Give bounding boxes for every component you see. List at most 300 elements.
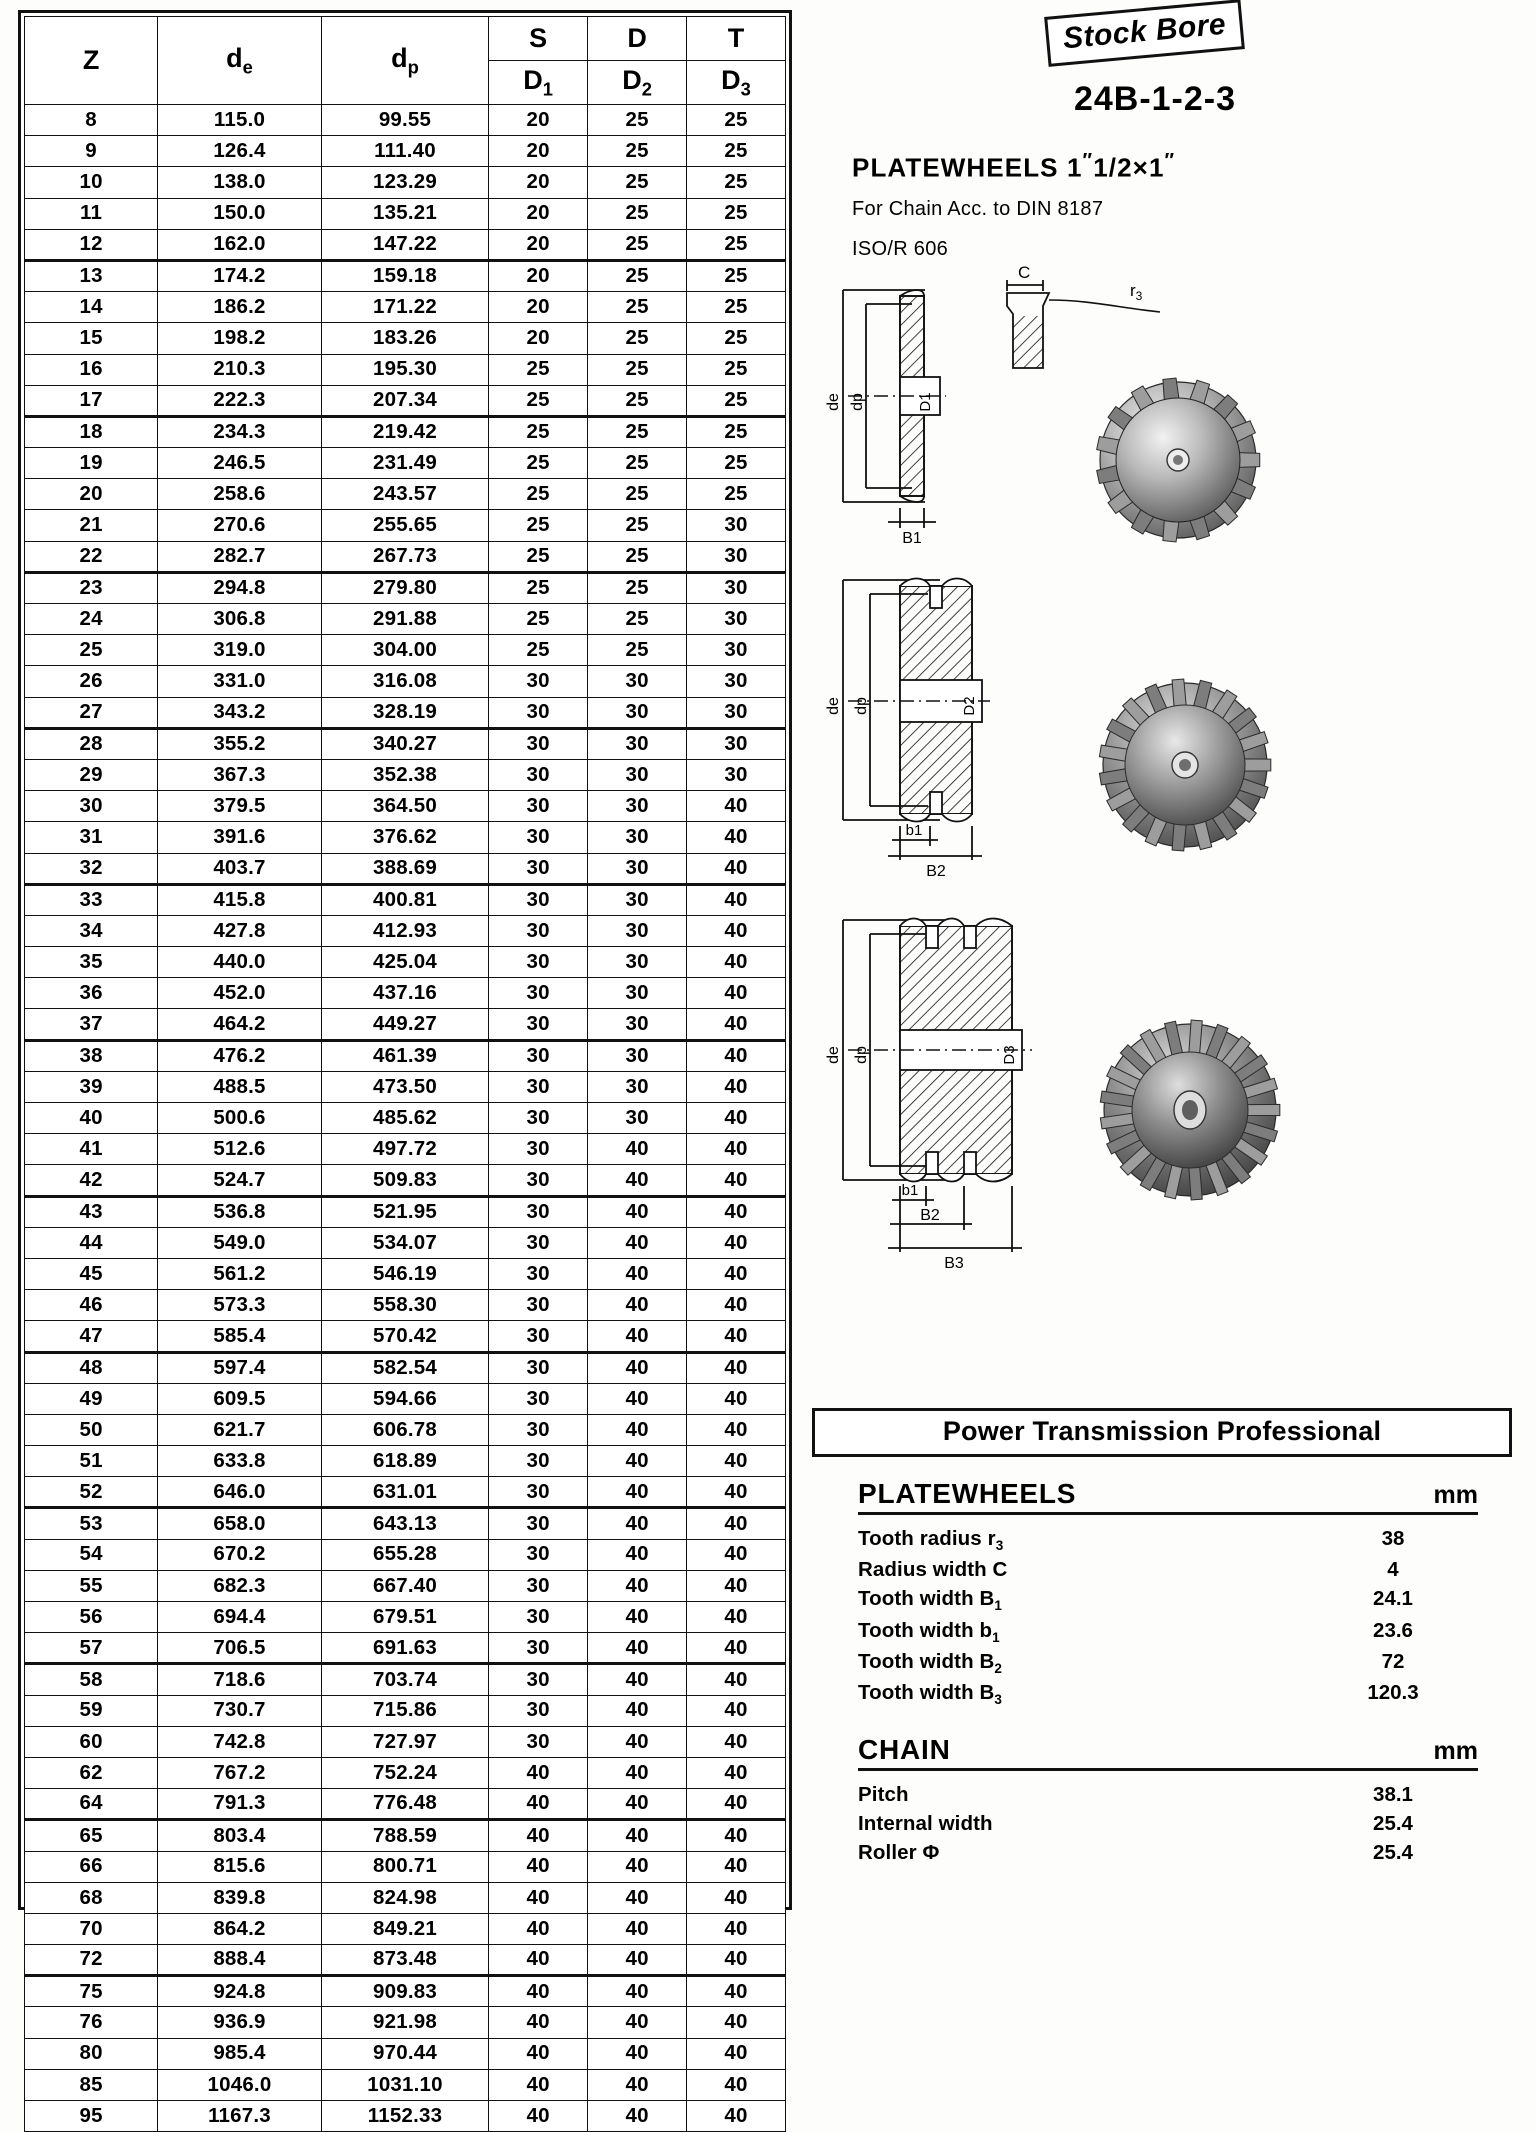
cell-de: 500.6 [158,1103,322,1134]
cell-dp: 219.42 [321,416,488,447]
cell-d1: 30 [489,1446,588,1477]
cell-z: 21 [25,510,158,541]
cell-dp: 691.63 [321,1633,488,1664]
cell-de: 222.3 [158,385,322,416]
drawings-svg [800,260,1536,1400]
table-row [25,1664,786,1695]
cell-d2: 25 [588,510,687,541]
table-body [25,105,786,2132]
cell-dp: 243.57 [321,479,488,510]
cell-z: 27 [25,697,158,728]
table-row [25,697,786,728]
cell-z: 12 [25,229,158,260]
cell-z: 43 [25,1196,158,1227]
platewheels-rows [858,1524,1478,1710]
cell-d3: 40 [687,1726,786,1757]
cell-d3: 30 [687,635,786,666]
label-dp-1: dp [849,393,866,411]
spec-label: Radius width C [858,1558,1008,1582]
table-row [25,1851,786,1882]
cell-de: 150.0 [158,198,322,229]
cell-d1: 30 [489,978,588,1009]
cell-z: 39 [25,1071,158,1102]
cell-d2: 30 [588,978,687,1009]
cell-z: 47 [25,1321,158,1352]
spec-value: 23.6 [1373,1618,1413,1642]
cell-d2: 25 [588,229,687,260]
cell-z: 55 [25,1570,158,1601]
cell-d1: 30 [489,697,588,728]
cell-d2: 30 [588,947,687,978]
table-row [25,1446,786,1477]
cell-d1: 20 [489,229,588,260]
cell-d2: 40 [588,1757,687,1788]
cell-dp: 873.48 [321,1945,488,1976]
platewheels-title: PLATEWHEELS [858,1478,1077,1509]
cell-z: 31 [25,822,158,853]
cell-d1: 40 [489,1851,588,1882]
table-row [25,260,786,291]
table-row [25,105,786,136]
cell-z: 35 [25,947,158,978]
cell-z: 30 [25,791,158,822]
cell-de: 646.0 [158,1477,322,1508]
table-row [25,1477,786,1508]
cell-de: 186.2 [158,292,322,323]
cell-de: 415.8 [158,884,322,915]
cell-d2: 40 [588,1134,687,1165]
cell-d3: 30 [687,541,786,572]
cell-z: 36 [25,978,158,1009]
cell-d2: 30 [588,1071,687,1102]
cell-d3: 40 [687,978,786,1009]
cell-d3: 40 [687,1789,786,1820]
cell-de: 464.2 [158,1009,322,1040]
cell-z: 22 [25,541,158,572]
cell-z: 15 [25,323,158,354]
cell-d1: 30 [489,1383,588,1414]
spec-label: Tooth radius $r_3$ [858,1527,1004,1554]
table-row [25,167,786,198]
cell-de: 246.5 [158,448,322,479]
col-header-d1: $D_1$ [489,61,588,105]
spec-value: 38 [1381,1527,1405,1550]
cell-d3: 40 [687,1695,786,1726]
cell-d3: 30 [687,697,786,728]
table-row [25,572,786,603]
table-row [25,2069,786,2100]
cell-d1: 40 [489,1882,588,1913]
spec-label: Tooth width $b_1$ [858,1618,1000,1645]
cell-dp: 328.19 [321,697,488,728]
cell-d1: 40 [489,2038,588,2069]
cell-de: 585.4 [158,1321,322,1352]
cell-d3: 40 [687,947,786,978]
cell-d1: 25 [489,572,588,603]
label-b2: B2 [926,863,946,880]
cell-z: 11 [25,198,158,229]
cell-d1: 30 [489,1321,588,1352]
cell-d1: 30 [489,1196,588,1227]
cell-d3: 40 [687,1664,786,1695]
cell-de: 198.2 [158,323,322,354]
cell-d3: 40 [687,1633,786,1664]
cell-dp: 631.01 [321,1477,488,1508]
cell-z: 9 [25,136,158,167]
cell-dp: 400.81 [321,884,488,915]
cell-dp: 171.22 [321,292,488,323]
cell-de: 174.2 [158,260,322,291]
cell-d3: 40 [687,1196,786,1227]
cell-de: 839.8 [158,1882,322,1913]
cell-z: 26 [25,666,158,697]
cell-z: 51 [25,1446,158,1477]
cell-d3: 40 [687,2038,786,2069]
cell-dp: 449.27 [321,1009,488,1040]
table-row [25,635,786,666]
cell-dp: 509.83 [321,1165,488,1196]
cell-d1: 20 [489,323,588,354]
cell-de: 924.8 [158,1976,322,2007]
spec-label-subscript: 3 [994,1692,1003,1708]
cell-de: 403.7 [158,853,322,884]
table-row [25,1383,786,1414]
cell-de: 815.6 [158,1851,322,1882]
cell-d3: 40 [687,1757,786,1788]
table-row [25,1103,786,1134]
table-row [25,1882,786,1913]
table-row [25,884,786,915]
cell-d2: 40 [588,1789,687,1820]
cell-dp: 521.95 [321,1196,488,1227]
cell-de: 730.7 [158,1695,322,1726]
cell-d1: 30 [489,1290,588,1321]
cell-de: 115.0 [158,105,322,136]
cell-d2: 30 [588,697,687,728]
cell-z: 13 [25,260,158,291]
spec-label: Tooth width $B_2$ [858,1650,1003,1677]
cell-d2: 30 [588,1009,687,1040]
cell-d3: 40 [687,1321,786,1352]
cell-d2: 40 [588,2101,687,2132]
cell-dp: 715.86 [321,1695,488,1726]
cell-z: 24 [25,604,158,635]
table-row [25,1789,786,1820]
cell-de: 258.6 [158,479,322,510]
cell-z: 34 [25,915,158,946]
cell-d1: 40 [489,1976,588,2007]
cell-de: 282.7 [158,541,322,572]
table-row [25,853,786,884]
cell-de: 512.6 [158,1134,322,1165]
spec-label: Internal width [858,1811,993,1835]
cell-d1: 30 [489,1009,588,1040]
inch-mark-2: ″ [1164,150,1176,172]
cell-d2: 40 [588,2038,687,2069]
cell-z: 59 [25,1695,158,1726]
cell-d1: 30 [489,1508,588,1539]
cell-d1: 30 [489,1165,588,1196]
cell-z: 65 [25,1820,158,1851]
table-border-frame [18,10,792,2127]
cell-d3: 40 [687,1040,786,1071]
cell-d2: 40 [588,1539,687,1570]
stock-bore-label: Stock Bore [1061,7,1228,56]
cell-dp: 267.73 [321,541,488,572]
cell-z: 66 [25,1851,158,1882]
cell-d3: 25 [687,167,786,198]
cell-z: 49 [25,1383,158,1414]
cell-dp: 159.18 [321,260,488,291]
sprocket-photo-single [1097,378,1260,542]
table-row [25,604,786,635]
table-row [25,1290,786,1321]
table-row [25,728,786,759]
cell-de: 138.0 [158,167,322,198]
cell-d1: 20 [489,292,588,323]
label-b3: B3 [944,1255,964,1272]
cell-dp: 485.62 [321,1103,488,1134]
table-row [25,1165,786,1196]
cell-d3: 25 [687,323,786,354]
cell-d1: 25 [489,479,588,510]
cell-d3: 40 [687,1290,786,1321]
cell-d3: 30 [687,510,786,541]
cell-de: 936.9 [158,2007,322,2038]
cell-d3: 40 [687,2101,786,2132]
cell-d1: 30 [489,1103,588,1134]
spec-row [858,1678,1478,1709]
cell-d1: 30 [489,1726,588,1757]
cell-de: 331.0 [158,666,322,697]
cell-d2: 40 [588,1633,687,1664]
spec-row [858,1780,1478,1809]
cell-dp: 800.71 [321,1851,488,1882]
table-row [25,1321,786,1352]
cell-d1: 30 [489,947,588,978]
cell-d1: 20 [489,136,588,167]
cell-d3: 30 [687,604,786,635]
cell-d2: 25 [588,416,687,447]
cell-z: 18 [25,416,158,447]
cell-d2: 30 [588,1040,687,1071]
cell-d1: 30 [489,1352,588,1383]
cell-z: 70 [25,1913,158,1944]
cell-d3: 40 [687,884,786,915]
cell-de: 549.0 [158,1227,322,1258]
cell-d2: 30 [588,853,687,884]
cell-z: 23 [25,572,158,603]
cell-d2: 40 [588,1726,687,1757]
cell-z: 20 [25,479,158,510]
sprocket-photo-duplex [1099,679,1270,851]
cell-d1: 30 [489,822,588,853]
cell-z: 54 [25,1539,158,1570]
spec-row [858,1555,1478,1584]
cell-z: 37 [25,1009,158,1040]
cell-de: 294.8 [158,572,322,603]
cell-de: 573.3 [158,1290,322,1321]
duplex-sprocket-section [843,579,990,861]
cell-d2: 40 [588,1414,687,1445]
cell-d3: 25 [687,416,786,447]
cell-de: 162.0 [158,229,322,260]
label-r3: $r_3$ [1130,281,1143,303]
label-b1-lower-2: b1 [905,822,923,839]
cell-dp: 606.78 [321,1414,488,1445]
cell-d2: 40 [588,1913,687,1944]
cell-d1: 25 [489,541,588,572]
cell-d2: 30 [588,759,687,790]
table-row [25,1227,786,1258]
table-row [25,1071,786,1102]
cell-z: 58 [25,1664,158,1695]
cell-dp: 582.54 [321,1352,488,1383]
table-row [25,915,786,946]
cell-d3: 40 [687,1477,786,1508]
cell-d2: 30 [588,791,687,822]
cell-d2: 25 [588,167,687,198]
cell-z: 25 [25,635,158,666]
cell-z: 38 [25,1040,158,1071]
chain-rows [858,1780,1478,1867]
cell-de: 367.3 [158,759,322,790]
cell-d1: 25 [489,416,588,447]
cell-d2: 25 [588,635,687,666]
cell-d1: 20 [489,167,588,198]
table-row [25,1258,786,1289]
cell-d3: 40 [687,1227,786,1258]
cell-dp: 788.59 [321,1820,488,1851]
cell-dp: 291.88 [321,604,488,635]
cell-de: 658.0 [158,1508,322,1539]
cell-d3: 40 [687,1570,786,1601]
cell-z: 19 [25,448,158,479]
cell-de: 452.0 [158,978,322,1009]
cell-z: 68 [25,1882,158,1913]
col-header-d3: $D_3$ [687,61,786,105]
col-header-de: $d_e$ [158,17,322,105]
cell-d3: 25 [687,260,786,291]
cell-d1: 30 [489,728,588,759]
col-header-d2: $D_2$ [588,61,687,105]
cell-de: 427.8 [158,915,322,946]
cell-d2: 40 [588,1695,687,1726]
cell-d2: 30 [588,884,687,915]
cell-d3: 25 [687,448,786,479]
cell-z: 16 [25,354,158,385]
cell-dp: 970.44 [321,2038,488,2069]
table-row [25,1913,786,1944]
cell-d3: 40 [687,1539,786,1570]
cell-dp: 147.22 [321,229,488,260]
cell-d1: 30 [489,1040,588,1071]
cell-dp: 111.40 [321,136,488,167]
cell-d2: 40 [588,2007,687,2038]
table-row [25,1009,786,1040]
cell-d3: 25 [687,385,786,416]
cell-d2: 40 [588,1602,687,1633]
cell-d1: 20 [489,260,588,291]
cell-d1: 25 [489,448,588,479]
cell-de: 597.4 [158,1352,322,1383]
spec-value: 72 [1381,1650,1405,1673]
chain-unit: mm [1433,1736,1478,1765]
label-de-1: de [825,393,842,411]
sprocket-dimension-table [24,16,786,2132]
technical-drawings [800,260,1536,1400]
table-row [25,666,786,697]
model-number: 24B-1-2-3 [1073,80,1237,118]
cell-d2: 25 [588,604,687,635]
cell-dp: 1152.33 [321,2101,488,2132]
cell-d3: 40 [687,822,786,853]
cell-z: 33 [25,884,158,915]
cell-d3: 40 [687,1352,786,1383]
col-header-dp: $d_p$ [321,17,488,105]
cell-z: 32 [25,853,158,884]
cell-dp: 824.98 [321,1882,488,1913]
cell-dp: 461.39 [321,1040,488,1071]
cell-d2: 25 [588,198,687,229]
table-row [25,323,786,354]
cell-d1: 40 [489,1789,588,1820]
cell-d3: 40 [687,1851,786,1882]
cell-d1: 30 [489,884,588,915]
cell-dp: 123.29 [321,167,488,198]
cell-d3: 25 [687,292,786,323]
cell-d2: 25 [588,260,687,291]
cell-de: 306.8 [158,604,322,635]
table-row [25,354,786,385]
spec-row [858,1647,1478,1678]
product-title: PLATEWHEELS 1″1/2×1″ [852,150,1176,183]
cell-dp: 352.38 [321,759,488,790]
cell-d1: 30 [489,1071,588,1102]
table-row [25,1976,786,2007]
cell-d1: 30 [489,1539,588,1570]
cell-de: 633.8 [158,1446,322,1477]
spec-label: Roller Φ [858,1840,940,1864]
cell-d2: 40 [588,1290,687,1321]
cell-dp: 655.28 [321,1539,488,1570]
spec-row [858,1809,1478,1838]
platewheels-spec-header [858,1478,1478,1515]
cell-d2: 40 [588,1820,687,1851]
table-row [25,229,786,260]
table-row [25,1695,786,1726]
cell-d2: 40 [588,1227,687,1258]
cell-z: 95 [25,2101,158,2132]
label-de-2: de [825,697,842,715]
cell-de: 682.3 [158,1570,322,1601]
table-row [25,1602,786,1633]
cell-d2: 25 [588,572,687,603]
cell-d3: 25 [687,105,786,136]
cell-dp: 849.21 [321,1913,488,1944]
cell-d2: 25 [588,105,687,136]
spec-label-subscript: 1 [992,1629,1000,1645]
cell-de: 524.7 [158,1165,322,1196]
banner-text: Power Transmission Professional [942,1416,1382,1446]
chain-standard-iso: ISO/R 606 [852,238,949,260]
cell-z: 53 [25,1508,158,1539]
cell-d1: 40 [489,1913,588,1944]
cell-dp: 909.83 [321,1976,488,2007]
table-row [25,1757,786,1788]
cell-dp: 473.50 [321,1071,488,1102]
cell-dp: 558.30 [321,1290,488,1321]
